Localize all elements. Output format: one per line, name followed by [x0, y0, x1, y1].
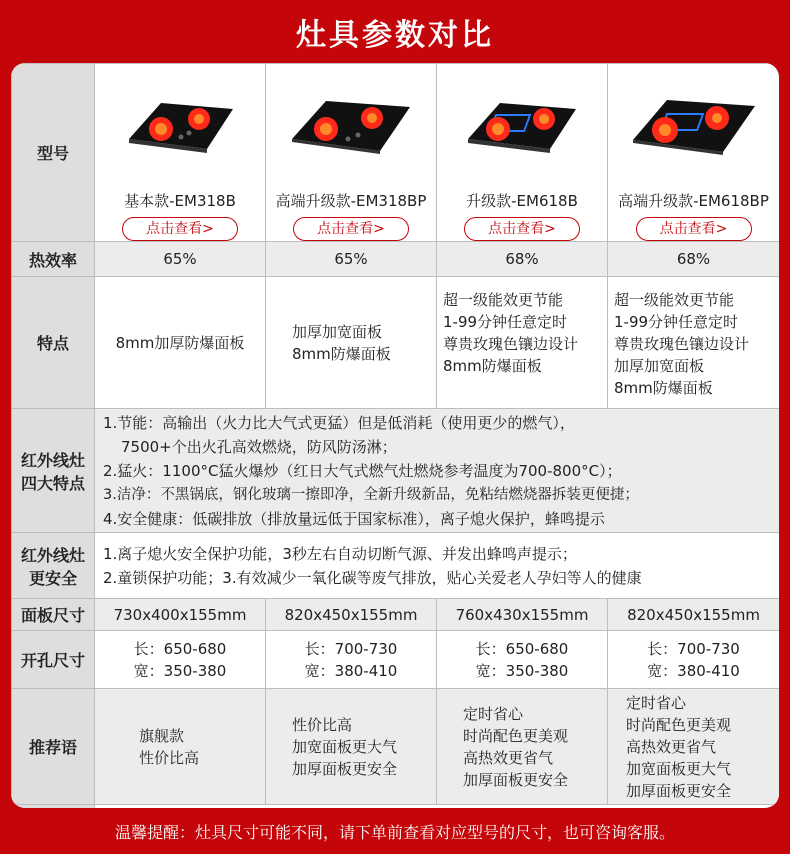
row-cutout	[12, 631, 780, 689]
safety-feature-line: 2.童锁保护功能；3.有效减少一氧化碳等废气排放，贴心关爱老人孕妇等人的健康	[103, 568, 642, 587]
infrared-feature-line: 1.节能：高输出（火力比大气式更猛）但是低消耗（使用更少的燃气），	[103, 413, 575, 432]
features-4	[608, 277, 780, 409]
cutout-length: 长：700-730	[304, 639, 398, 658]
slogan-item: 定时省心	[463, 704, 524, 723]
efficiency-1: 65%	[95, 242, 266, 277]
panel-size-1: 730x400x155mm	[95, 599, 266, 631]
safety-features-text	[95, 533, 780, 599]
view-button-1[interactable]: 点击查看>	[122, 217, 238, 241]
slogans-1	[95, 689, 266, 805]
gas-stove-icon	[286, 93, 416, 155]
slogan-item: 时尚配色更美观	[626, 715, 732, 734]
slogan-item: 时尚配色更美观	[463, 726, 569, 745]
slogan-item: 加宽面板更大气	[626, 759, 732, 778]
product-cell-1	[95, 64, 266, 242]
row-panel-size	[12, 599, 780, 631]
feature-item: 8mm防爆面板	[292, 344, 391, 363]
product-cell-3	[437, 64, 608, 242]
product-image-2[interactable]	[266, 64, 436, 184]
cutout-width: 宽：380-410	[304, 661, 398, 680]
product-cell-4	[608, 64, 780, 242]
panel-size-3: 760x430x155mm	[437, 599, 608, 631]
slogan-item: 高热效更省气	[626, 737, 717, 756]
infrared-features-text	[95, 409, 780, 533]
product-cell-2	[266, 64, 437, 242]
cutout-2	[266, 631, 437, 689]
feature-item: 尊贵玫瑰色镶边设计	[443, 335, 579, 353]
panel-size-4: 820x450x155mm	[608, 599, 780, 631]
product-model-4: 高端升级款-EM618BP	[618, 192, 769, 210]
slogan-item: 性价比高	[292, 715, 353, 734]
slogans-3	[437, 689, 608, 805]
label-model: 型号	[12, 64, 95, 242]
efficiency-3: 68%	[437, 242, 608, 277]
features-2	[266, 277, 437, 409]
cutout-3	[437, 631, 608, 689]
features-list	[608, 289, 779, 399]
label-efficiency: 热效率	[12, 242, 95, 277]
slogans-4	[608, 689, 780, 805]
slogan-list	[608, 692, 779, 802]
feature-item: 超一级能效更节能	[614, 291, 735, 309]
view-button-2[interactable]: 点击查看>	[293, 217, 409, 241]
label-line: 更安全	[28, 568, 77, 588]
row-model	[12, 64, 780, 242]
slogan-item: 高热效更省气	[463, 748, 554, 767]
feature-item: 超一级能效更节能	[443, 291, 564, 309]
slogan-item: 旗舰款	[139, 726, 185, 745]
infrared-feature-line: 7500+个出火孔高效燃烧，防风防汤淋；	[121, 437, 397, 456]
product-model-1: 基本款-EM318B	[124, 192, 236, 210]
slogan-list	[437, 703, 607, 791]
slogan-list	[95, 725, 265, 769]
cutout-length: 长：650-680	[475, 639, 569, 658]
label-infrared-safety	[12, 533, 95, 599]
slogan-item: 加厚面板更安全	[463, 770, 569, 789]
gas-stove-icon	[460, 93, 584, 155]
slogan-item: 定时省心	[626, 693, 687, 712]
infrared-feature-line: 2.猛火：1100°C猛火爆炒（红日大气式燃气灶燃烧参考温度为700-800°C）；	[103, 461, 622, 480]
infrared-feature-line: 4.安全健康：低碳排放（排放量远低于国家标准），离子熄火保护，蜂鸣提示	[103, 509, 605, 528]
label-cutout: 开孔尺寸	[12, 631, 95, 689]
slogan-item: 性价比高	[139, 748, 200, 767]
product-image-3[interactable]	[437, 64, 607, 184]
product-image-4[interactable]	[608, 64, 779, 184]
slogan-item: 加厚面板更安全	[292, 759, 398, 778]
efficiency-2: 65%	[266, 242, 437, 277]
gas-stove-icon	[627, 92, 761, 156]
view-button-4[interactable]: 点击查看>	[636, 217, 752, 241]
label-slogans: 推荐语	[12, 689, 95, 805]
slogan-item: 加宽面板更大气	[292, 737, 398, 756]
cutout-length: 长：650-680	[133, 639, 227, 658]
view-button-3[interactable]: 点击查看>	[464, 217, 580, 241]
cutout-width: 宽：350-380	[475, 661, 569, 680]
label-line: 红外线灶	[20, 545, 85, 565]
product-image-1[interactable]	[95, 64, 265, 184]
label-panel-size: 面板尺寸	[12, 599, 95, 631]
comparison-table	[11, 63, 779, 808]
cutout-4	[608, 631, 780, 689]
footer-note: 温馨提醒：灶具尺寸可能不同，请下单前查看对应型号的尺寸，也可咨询客服。	[114, 822, 675, 842]
features-list	[437, 289, 607, 377]
cutout-width: 宽：380-410	[647, 661, 740, 680]
row-infrared-features	[12, 409, 780, 533]
comparison-panel	[11, 63, 779, 808]
label-line: 红外线灶	[20, 450, 85, 470]
features-list	[95, 332, 265, 354]
safety-features-list	[95, 542, 779, 590]
slogan-item: 加厚面板更安全	[626, 781, 732, 800]
feature-item: 8mm防爆面板	[614, 379, 713, 397]
label-infrared-features	[12, 409, 95, 533]
cutout-length: 长：700-730	[647, 639, 740, 658]
slogans-2	[266, 689, 437, 805]
features-1	[95, 277, 266, 409]
panel-size-2: 820x450x155mm	[266, 599, 437, 631]
gas-stove-icon	[119, 93, 241, 155]
cutout-1	[95, 631, 266, 689]
row-infrared-safety	[12, 533, 780, 599]
label-features: 特点	[12, 277, 95, 409]
infrared-features-list	[95, 411, 779, 531]
efficiency-4: 68%	[608, 242, 780, 277]
feature-item: 1-99分钟任意定时	[614, 313, 739, 331]
label-line: 四大特点	[20, 473, 85, 493]
row-features	[12, 277, 780, 409]
features-list	[266, 321, 436, 365]
feature-item: 8mm防爆面板	[443, 357, 542, 375]
feature-item: 加厚加宽面板	[614, 357, 705, 375]
feature-item: 加厚加宽面板	[292, 322, 383, 341]
feature-item: 1-99分钟任意定时	[443, 313, 568, 331]
slogan-list	[266, 714, 436, 780]
row-slogans	[12, 689, 780, 805]
row-efficiency	[12, 242, 780, 277]
product-model-3: 升级款-EM618B	[466, 192, 578, 210]
safety-feature-line: 1.离子熄火安全保护功能，3秒左右自动切断气源、并发出蜂鸣声提示；	[103, 544, 577, 563]
features-3	[437, 277, 608, 409]
page-title: 灶具参数对比	[296, 17, 494, 53]
feature-item: 尊贵玫瑰色镶边设计	[614, 335, 750, 353]
cutout-width: 宽：350-380	[133, 661, 227, 680]
feature-item: 8mm加厚防爆面板	[115, 333, 245, 352]
product-model-2: 高端升级款-EM318BP	[275, 192, 427, 210]
infrared-feature-line: 3.洁净：不黑锅底，钢化玻璃一擦即净，全新升级新品，免粘结燃烧器拆装更便捷；	[103, 486, 639, 503]
